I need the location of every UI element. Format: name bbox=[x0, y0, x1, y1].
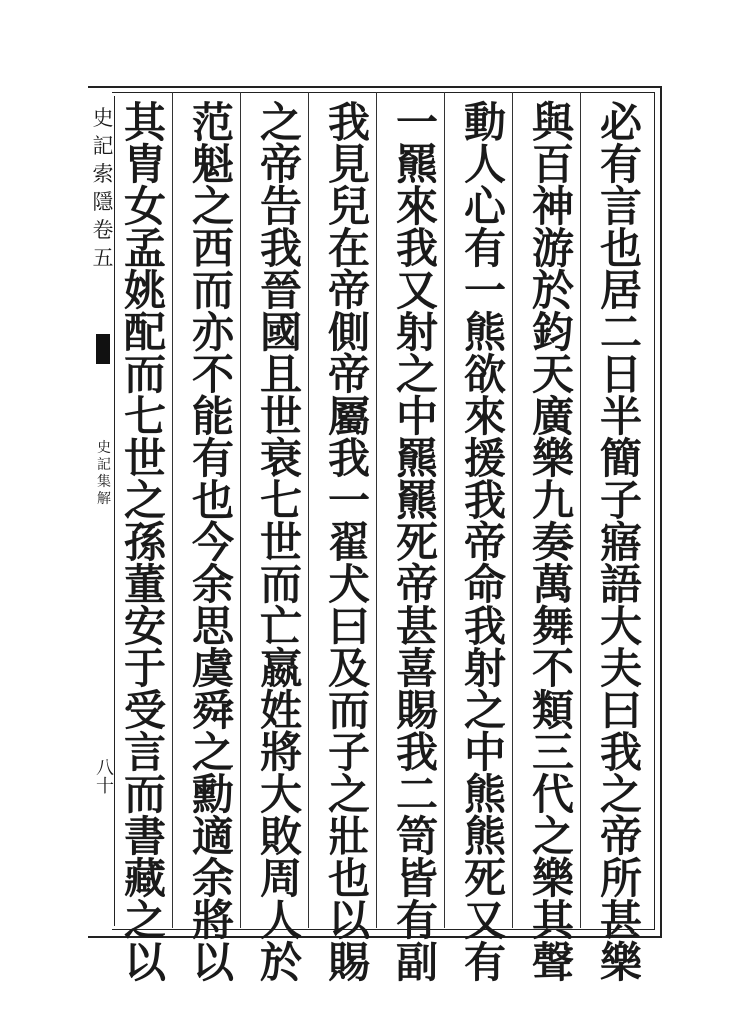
text-character: 國 bbox=[259, 308, 302, 357]
text-character: 熊 bbox=[463, 308, 506, 357]
section-title bbox=[96, 440, 112, 508]
fish-tail-mark bbox=[96, 334, 110, 364]
text-character: 舞 bbox=[531, 602, 574, 651]
text-character: 帝 bbox=[599, 812, 642, 861]
text-character: 帝 bbox=[395, 560, 438, 609]
text-character: 樂 bbox=[531, 854, 574, 903]
text-character: 而 bbox=[259, 560, 302, 609]
column-rule bbox=[376, 92, 377, 928]
text-column-5 bbox=[322, 98, 376, 987]
text-character: 解 bbox=[97, 491, 111, 507]
text-character: 一 bbox=[327, 476, 370, 525]
text-character: 大 bbox=[599, 602, 642, 651]
text-character: 史 bbox=[97, 440, 111, 456]
text-character: 笥 bbox=[395, 812, 438, 861]
text-character: 天 bbox=[531, 350, 574, 399]
text-character: 范 bbox=[191, 98, 234, 147]
text-character: 虞 bbox=[191, 644, 234, 693]
text-character: 今 bbox=[191, 518, 234, 567]
text-character: 羆 bbox=[395, 434, 438, 483]
text-character: 我 bbox=[395, 728, 438, 777]
text-character: 不 bbox=[531, 644, 574, 693]
text-character: 夫 bbox=[599, 644, 642, 693]
text-character: 又 bbox=[463, 896, 506, 945]
text-character: 而 bbox=[327, 686, 370, 735]
text-character: 羆 bbox=[395, 476, 438, 525]
text-character: 寤 bbox=[599, 518, 642, 567]
text-character: 受 bbox=[123, 686, 166, 735]
text-character: 嬴 bbox=[259, 644, 302, 693]
text-character: 樂 bbox=[531, 434, 574, 483]
text-character: 之 bbox=[463, 686, 506, 735]
page-number bbox=[96, 760, 112, 796]
text-character: 曰 bbox=[327, 602, 370, 651]
text-character: 所 bbox=[599, 854, 642, 903]
text-character: 魁 bbox=[191, 140, 234, 189]
text-character: 勳 bbox=[191, 770, 234, 819]
text-character: 賜 bbox=[395, 686, 438, 735]
text-character: 衰 bbox=[259, 434, 302, 483]
text-character: 於 bbox=[259, 938, 302, 987]
text-character: 鈞 bbox=[531, 308, 574, 357]
text-character: 我 bbox=[395, 224, 438, 273]
text-character: 人 bbox=[259, 896, 302, 945]
text-character: 熊 bbox=[463, 770, 506, 819]
text-character: 羆 bbox=[395, 140, 438, 189]
text-character: 之 bbox=[191, 182, 234, 231]
text-character: 甚 bbox=[599, 896, 642, 945]
text-character: 姓 bbox=[259, 686, 302, 735]
text-character: 游 bbox=[531, 224, 574, 273]
column-rule bbox=[172, 92, 173, 928]
text-character: 我 bbox=[463, 476, 506, 525]
text-character: 適 bbox=[191, 812, 234, 861]
text-character: 中 bbox=[395, 392, 438, 441]
text-character: 集 bbox=[97, 474, 111, 490]
page-margin-column bbox=[92, 96, 115, 926]
text-character: 廣 bbox=[531, 392, 574, 441]
text-character: 隱 bbox=[92, 190, 114, 214]
text-column-8 bbox=[118, 98, 172, 987]
text-character: 之 bbox=[531, 812, 574, 861]
text-character: 樂 bbox=[599, 938, 642, 987]
text-character: 言 bbox=[123, 728, 166, 777]
text-character: 一 bbox=[463, 266, 506, 315]
text-character: 犬 bbox=[327, 560, 370, 609]
text-character: 又 bbox=[395, 266, 438, 315]
text-character: 來 bbox=[395, 182, 438, 231]
text-character: 二 bbox=[395, 770, 438, 819]
text-character: 也 bbox=[599, 224, 642, 273]
text-character: 世 bbox=[259, 392, 302, 441]
text-character: 語 bbox=[599, 560, 642, 609]
text-character: 其 bbox=[531, 896, 574, 945]
column-rule bbox=[444, 92, 445, 928]
text-character: 西 bbox=[191, 224, 234, 273]
text-character: 卷 bbox=[92, 218, 114, 242]
text-character: 壯 bbox=[327, 812, 370, 861]
text-character: 亦 bbox=[191, 308, 234, 357]
text-character: 與 bbox=[531, 98, 574, 147]
text-character: 也 bbox=[191, 476, 234, 525]
text-character: 敗 bbox=[259, 812, 302, 861]
text-character: 晉 bbox=[259, 266, 302, 315]
text-character: 見 bbox=[327, 140, 370, 189]
text-character: 三 bbox=[531, 728, 574, 777]
column-rule bbox=[580, 92, 581, 928]
text-character: 九 bbox=[531, 476, 574, 525]
text-character: 之 bbox=[191, 728, 234, 777]
text-character: 記 bbox=[97, 457, 111, 473]
text-character: 將 bbox=[259, 728, 302, 777]
text-character: 舜 bbox=[191, 686, 234, 735]
text-character: 將 bbox=[191, 896, 234, 945]
text-character: 有 bbox=[395, 896, 438, 945]
text-character: 書 bbox=[123, 812, 166, 861]
text-character: 不 bbox=[191, 350, 234, 399]
text-character: 世 bbox=[259, 518, 302, 567]
text-character: 能 bbox=[191, 392, 234, 441]
text-column-2 bbox=[526, 98, 580, 987]
text-character: 死 bbox=[463, 854, 506, 903]
text-column-1 bbox=[594, 98, 648, 987]
text-character: 以 bbox=[123, 938, 166, 987]
text-character: 死 bbox=[395, 518, 438, 567]
text-character: 類 bbox=[531, 686, 574, 735]
text-character: 援 bbox=[463, 434, 506, 483]
text-column-4 bbox=[390, 98, 444, 987]
text-character: 且 bbox=[259, 350, 302, 399]
text-character: 帝 bbox=[463, 518, 506, 567]
text-character: 必 bbox=[599, 98, 642, 147]
text-character: 以 bbox=[191, 938, 234, 987]
text-character: 副 bbox=[395, 938, 438, 987]
text-character: 之 bbox=[259, 98, 302, 147]
text-character: 我 bbox=[259, 224, 302, 273]
text-character: 董 bbox=[123, 560, 166, 609]
text-character: 余 bbox=[191, 854, 234, 903]
text-character: 神 bbox=[531, 182, 574, 231]
text-character: 余 bbox=[191, 560, 234, 609]
text-character: 萬 bbox=[531, 560, 574, 609]
text-character: 人 bbox=[463, 140, 506, 189]
text-character: 來 bbox=[463, 392, 506, 441]
text-character: 也 bbox=[327, 854, 370, 903]
column-rule bbox=[240, 92, 241, 928]
text-character: 世 bbox=[123, 434, 166, 483]
text-character: 曰 bbox=[599, 686, 642, 735]
text-character: 有 bbox=[191, 434, 234, 483]
text-character: 子 bbox=[599, 476, 642, 525]
text-character: 索 bbox=[92, 162, 114, 186]
text-character: 我 bbox=[327, 434, 370, 483]
text-character: 兒 bbox=[327, 182, 370, 231]
text-character: 胄 bbox=[123, 140, 166, 189]
text-character: 熊 bbox=[463, 812, 506, 861]
text-character: 姚 bbox=[123, 266, 166, 315]
text-character: 欲 bbox=[463, 350, 506, 399]
text-character: 孟 bbox=[123, 224, 166, 273]
text-character: 于 bbox=[123, 644, 166, 693]
text-column-3 bbox=[458, 98, 512, 987]
text-character: 七 bbox=[259, 476, 302, 525]
text-character: 中 bbox=[463, 728, 506, 777]
text-character: 史 bbox=[92, 106, 114, 130]
text-character: 居 bbox=[599, 266, 642, 315]
text-character: 五 bbox=[92, 246, 114, 270]
text-character: 帝 bbox=[327, 350, 370, 399]
text-character: 帝 bbox=[327, 266, 370, 315]
text-character: 我 bbox=[599, 728, 642, 777]
book-title bbox=[92, 104, 114, 272]
text-character: 思 bbox=[191, 602, 234, 651]
text-character: 甚 bbox=[395, 602, 438, 651]
text-character: 奏 bbox=[531, 518, 574, 567]
text-character: 而 bbox=[191, 266, 234, 315]
text-character: 心 bbox=[463, 182, 506, 231]
text-character: 之 bbox=[327, 770, 370, 819]
text-character: 在 bbox=[327, 224, 370, 273]
text-character: 一 bbox=[395, 98, 438, 147]
text-character: 賜 bbox=[327, 938, 370, 987]
text-character: 代 bbox=[531, 770, 574, 819]
text-character: 孫 bbox=[123, 518, 166, 567]
text-character: 帝 bbox=[259, 140, 302, 189]
text-character: 及 bbox=[327, 644, 370, 693]
text-character: 而 bbox=[123, 350, 166, 399]
text-character: 之 bbox=[599, 770, 642, 819]
text-character: 半 bbox=[599, 392, 642, 441]
text-character: 射 bbox=[463, 644, 506, 693]
text-character: 喜 bbox=[395, 644, 438, 693]
text-character: 我 bbox=[327, 98, 370, 147]
text-character: 八 bbox=[96, 758, 114, 779]
text-character: 於 bbox=[531, 266, 574, 315]
text-character: 之 bbox=[395, 350, 438, 399]
text-character: 其 bbox=[123, 98, 166, 147]
text-character: 屬 bbox=[327, 392, 370, 441]
text-character: 側 bbox=[327, 308, 370, 357]
text-character: 二 bbox=[599, 308, 642, 357]
text-character: 射 bbox=[395, 308, 438, 357]
text-character: 告 bbox=[259, 182, 302, 231]
text-character: 大 bbox=[259, 770, 302, 819]
text-character: 百 bbox=[531, 140, 574, 189]
text-character: 女 bbox=[123, 182, 166, 231]
text-character: 藏 bbox=[123, 854, 166, 903]
text-character: 我 bbox=[463, 602, 506, 651]
text-character: 動 bbox=[463, 98, 506, 147]
column-rule bbox=[512, 92, 513, 928]
text-character: 翟 bbox=[327, 518, 370, 567]
text-character: 之 bbox=[123, 896, 166, 945]
text-column-7 bbox=[186, 98, 240, 987]
column-rule bbox=[308, 92, 309, 928]
text-character: 記 bbox=[92, 134, 114, 158]
text-character: 以 bbox=[327, 896, 370, 945]
text-character: 之 bbox=[123, 476, 166, 525]
text-character: 配 bbox=[123, 308, 166, 357]
text-character: 簡 bbox=[599, 434, 642, 483]
text-character: 言 bbox=[599, 182, 642, 231]
text-character: 而 bbox=[123, 770, 166, 819]
text-character: 十 bbox=[96, 776, 114, 797]
text-column-6 bbox=[254, 98, 308, 987]
text-character: 子 bbox=[327, 728, 370, 777]
text-character: 有 bbox=[463, 224, 506, 273]
text-character: 聲 bbox=[531, 938, 574, 987]
text-character: 周 bbox=[259, 854, 302, 903]
text-character: 命 bbox=[463, 560, 506, 609]
text-character: 有 bbox=[599, 140, 642, 189]
text-character: 皆 bbox=[395, 854, 438, 903]
text-character: 安 bbox=[123, 602, 166, 651]
text-character: 七 bbox=[123, 392, 166, 441]
text-character: 日 bbox=[599, 350, 642, 399]
text-character: 亡 bbox=[259, 602, 302, 651]
text-character: 有 bbox=[463, 938, 506, 987]
